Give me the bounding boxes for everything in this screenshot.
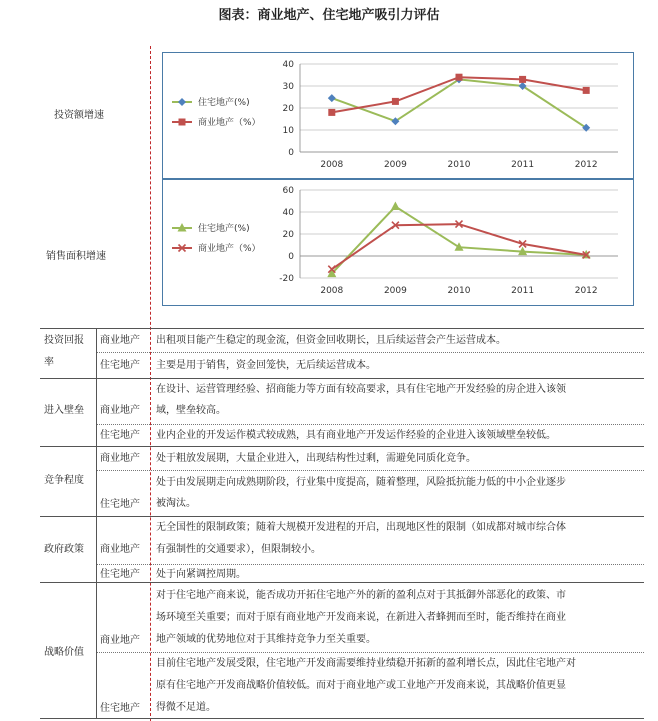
strategy-residential-text-3: 得微不足道。: [156, 702, 216, 713]
invest-growth-chart: [162, 52, 632, 178]
type-commercial: 商业地产: [100, 544, 140, 555]
y-tick-label: 10: [282, 126, 294, 136]
x-tick-label: 2008: [320, 286, 344, 296]
sales-area-growth-chart: [162, 178, 632, 304]
data-point: [519, 76, 526, 83]
type-commercial: 商业地产: [100, 453, 140, 464]
x-tick-label: 2011: [511, 160, 535, 170]
policy-commercial-text-1: 无全国性的限制政策；随着大规模开发进程的开启，出现地区性的限制（如成都对城市综合体: [156, 522, 566, 533]
strategy-residential-text-2: 原有住宅地产开发商战略价值较低。而对于商业地产或工业地产开发商来说，其战略价值更显: [156, 680, 566, 691]
data-point: [583, 87, 590, 94]
strategy-commercial-text-2: 场环境至关重要；而对于原有商业地产开发商来说，在新进入者蜂拥而至时，能否维持在商业: [156, 612, 566, 623]
type-residential: 住宅地产: [100, 360, 140, 371]
comp-commercial-text: 处于粗放发展期，大量企业进入，出现结构性过剩，需避免同质化竞争。: [156, 453, 476, 464]
category-entry-barrier: 进入壁垒: [44, 405, 84, 416]
category-competition: 竞争程度: [44, 475, 84, 486]
y-tick-label: 30: [282, 82, 294, 92]
table-bottom-line: [40, 718, 644, 719]
y-tick-label: 20: [282, 104, 294, 114]
legend-label: 住宅地产(%): [198, 98, 250, 108]
category-policy: 政府政策: [44, 544, 84, 555]
category-strategy: 战略价值: [44, 647, 84, 658]
page-title: 图表：商业地产、住宅地产吸引力评估: [218, 8, 440, 23]
data-point: [328, 109, 335, 116]
legend-label: 住宅地产(%): [198, 224, 250, 234]
data-point: [328, 94, 336, 102]
dashed-divider: [150, 46, 151, 721]
x-tick-label: 2008: [320, 160, 344, 170]
strategy-residential-text-1: 目前住宅地产发展受限，住宅地产开发商需要维持业绩稳开拓新的盈利增长点，因此住宅地产对: [156, 658, 576, 669]
comp-residential-text-1: 处于由发展期走向成熟期阶段，行业集中度提高，随着整理，风险抵抗能力低的中小企业逐步: [156, 477, 566, 488]
row-label-invest-growth: 投资额增速: [54, 110, 104, 121]
data-point: [392, 98, 399, 105]
type-residential: 住宅地产: [100, 703, 140, 714]
x-tick-label: 2012: [574, 160, 598, 170]
data-point: [456, 74, 463, 81]
category-roi: 投资回报 率: [44, 335, 84, 368]
data-point: [391, 202, 400, 211]
row-label-sales-area-growth: 销售面积增速: [46, 251, 106, 262]
entry-commercial-text-1: 在设计、运营管理经验、招商能力等方面有较高要求，具有住宅地产开发经验的房企进入该领: [156, 384, 566, 395]
policy-commercial-text-2: 有强制性的交通要求），但限制较小。: [156, 544, 321, 555]
x-tick-label: 2011: [511, 286, 535, 296]
y-tick-label: 40: [282, 60, 294, 70]
strategy-commercial-text-1: 对于住宅地产商来说，能否成功开拓住宅地产外的新的盈利点对于其抵御外部恶化的政策、市: [156, 590, 566, 601]
y-tick-label: 0: [288, 252, 294, 262]
series-line-0: [332, 207, 586, 274]
entry-residential-text: 业内企业的开发运作模式较成熟，具有商业地产开发运作经验的企业进入该领域壁垒较低。: [156, 430, 556, 441]
x-tick-label: 2009: [383, 160, 407, 170]
x-tick-label: 2009: [383, 286, 407, 296]
type-commercial: 商业地产: [100, 635, 140, 646]
entry-commercial-text-2: 域，壁垒较高。: [156, 405, 226, 416]
y-tick-label: 20: [282, 230, 294, 240]
policy-residential-text: 处于向紧调控周期。: [156, 569, 246, 580]
roi-commercial-text: 出租项目能产生稳定的现金流，但资金回收期长，且后续运营会产生运营成本。: [156, 335, 506, 346]
x-tick-label: 2012: [574, 286, 598, 296]
series-line-0: [332, 79, 586, 127]
comp-residential-text-2: 被淘汰。: [156, 498, 196, 509]
x-tick-label: 2010: [447, 286, 471, 296]
roi-residential-text: 主要是用于销售，资金回笼快，无后续运营成本。: [156, 360, 376, 371]
table-top-line: [40, 328, 644, 329]
legend-label: 商业地产（%）: [198, 118, 261, 128]
y-tick-label: 0: [288, 148, 294, 158]
y-tick-label: 60: [282, 186, 294, 196]
legend-marker: [178, 98, 186, 106]
legend-marker: [179, 119, 186, 126]
y-tick-label: 40: [282, 208, 294, 218]
type-residential: 住宅地产: [100, 430, 140, 441]
type-residential: 住宅地产: [100, 569, 140, 580]
strategy-commercial-text-3: 地产领域的优势地位对于其维持竞争力至关重要。: [156, 634, 376, 645]
x-tick-label: 2010: [447, 160, 471, 170]
y-tick-label: -20: [279, 274, 294, 284]
type-commercial: 商业地产: [100, 335, 140, 346]
legend-label: 商业地产（%）: [198, 244, 261, 254]
type-residential: 住宅地产: [100, 499, 140, 510]
type-commercial: 商业地产: [100, 405, 140, 416]
